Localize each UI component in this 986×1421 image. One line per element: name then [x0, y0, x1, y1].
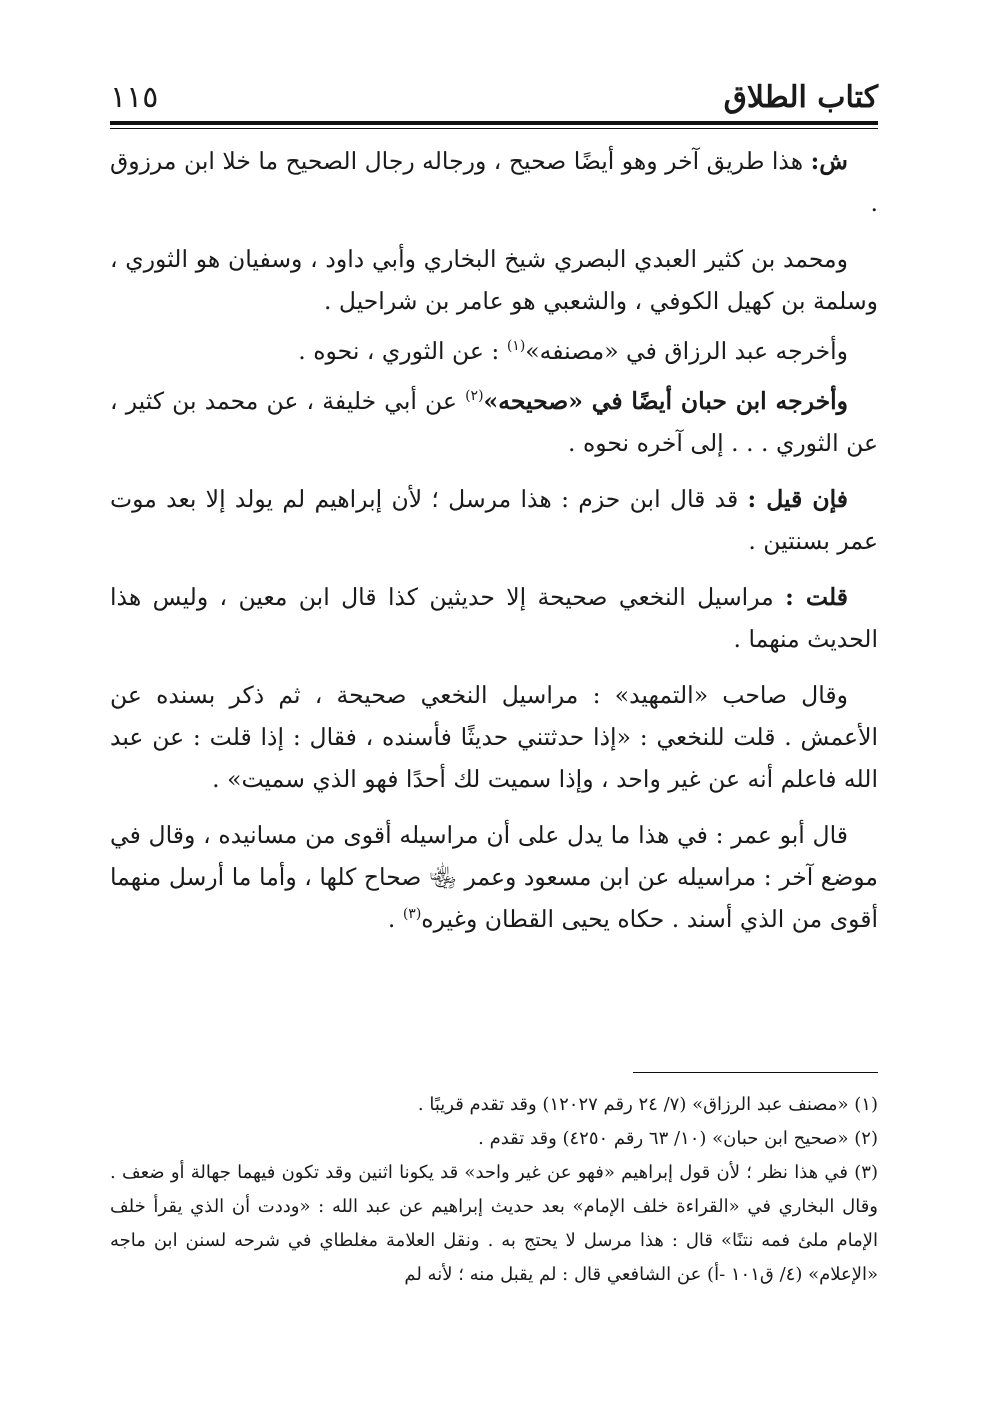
page-number: ١١٥ [110, 80, 159, 115]
paragraph-8 [110, 814, 878, 940]
footnote-ref-1: (١) [506, 338, 526, 355]
header-rule-thick [110, 121, 878, 125]
paragraph-7 [110, 674, 878, 800]
paragraph-text-cont: . [387, 905, 403, 933]
page-header [110, 74, 878, 122]
paragraph-text: وقال صاحب «التمهيد» : مراسيل النخعي صحيحة ، ثم ذكر بسنده عن الأعمش . قلت للنخعي : «إذا حدثتني حديثًا فأسنده ، فقال : إذا قلت : عن عبد الله فاعلم أنه عن غير واحد ، وإذا سميت لك أحدًا فهو الذي سميت» . [110, 681, 878, 793]
chapter-title: كتاب الطلاق [723, 80, 878, 115]
footnote-3: (٣) في هذا نظر ؛ لأن قول إبراهيم «فهو عن غير واحد» قد يكونا اثنين وقد تكون فيهما جهالة أو ضعف . وقال البخاري في «القراءة خلف الإمام» بعد حديث إبراهيم عن عبد الله : «وددت أن الذي يقرأ خلف الإمام ملئ فمه نتنًا» قال : هذا مرسل لا يحتج به . ونقل العلامة مغلطاي في شرحه لسنن ابن ماجه «الإعلام» (٤/ ق١٠١ -أ) عن الشافعي قال : لم يقبل منه ؛ لأنه لم [110, 1162, 878, 1285]
paragraph-1 [110, 140, 878, 224]
paragraph-lead: ش: [810, 147, 848, 175]
paragraph-text: قد قال ابن حزم : هذا مرسل ؛ لأن إبراهيم لم يولد إلا بعد موت عمر بسنتين . [110, 485, 878, 555]
footnote-ref-2: (٢) [465, 388, 484, 405]
paragraph-4 [110, 380, 878, 464]
paragraph-text: قال أبو عمر : في هذا ما يدل على أن مراسيله أقوى من مسانيده ، وقال في موضع آخر : مراسيله عن ابن مسعود وعمر ﵄ صحاح كلها ، وأما ما أرسل منهما أقوى من الذي أسند . حكاه يحيى القطان وغيره [110, 821, 878, 933]
paragraph-text-cont: : عن الثوري ، نحوه . [298, 337, 507, 365]
footnote-2: (٢) «صحيح ابن حبان» (١٠/ ٦٣ رقم ٤٢٥٠) وقد تقدم . [478, 1128, 878, 1149]
paragraph-5 [110, 478, 878, 562]
footnote-ref-3: (٣) [402, 906, 422, 923]
paragraph-text: مراسيل النخعي صحيحة إلا حديثين كذا قال ابن معين ، وليس هذا الحديث منهما . [110, 583, 878, 653]
paragraph-text: هذا طريق آخر وهو أيضًا صحيح ، ورجاله رجال الصحيح ما خلا ابن مرزوق . [110, 147, 878, 217]
footnotes [110, 1088, 878, 1292]
paragraph-lead: فإن قيل : [747, 485, 849, 513]
paragraph-2 [110, 238, 878, 322]
paragraph-lead: قلت : [785, 583, 848, 611]
footnote-separator [633, 1072, 878, 1073]
footnote-1: (١) «مصنف عبد الرزاق» (٧/ ٢٤ رقم ١٢٠٢٧) وقد تقدم قريبًا . [417, 1094, 878, 1115]
paragraph-3 [110, 330, 878, 372]
header-rule-thin [110, 128, 878, 129]
paragraph-text: عن أبي خليفة ، عن محمد بن كثير ، عن الثوري . . . إلى آخره نحوه . [110, 387, 878, 457]
paragraph-lead: وأخرجه ابن حبان أيضًا في «صحيحه» [483, 387, 848, 415]
paragraph-6 [110, 576, 878, 660]
main-text [110, 140, 878, 954]
paragraph-text: وأخرجه عبد الرزاق في «مصنفه» [525, 337, 848, 365]
paragraph-text: ومحمد بن كثير العبدي البصري شيخ البخاري وأبي داود ، وسفيان هو الثوري ، وسلمة بن كهيل الكوفي ، والشعبي هو عامر بن شراحيل . [110, 245, 878, 315]
